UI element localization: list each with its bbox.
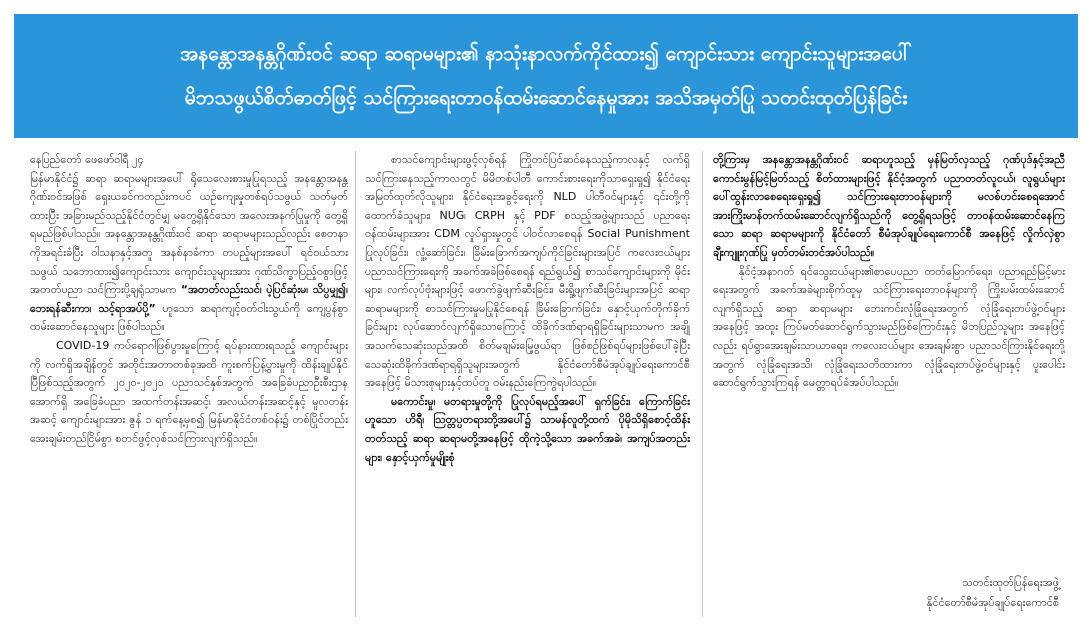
column-2 [365,151,690,617]
paragraph-bold: မကောင်းမှု၊ မတရားမှုတို့ကို ပြုလုပ်ရမည့်အပေါ် ရှက်ခြင်း၊ ကြောက်ခြင်းဟူသော ဟိရီ၊ ဩတ္တပ္ပတရားတို့အပေါ်၌ သာမန်လူတို့ထက် ပိုမိုသိရှိစောင့်ထိန်းတတ်သည့် ဆရာ ဆရာမတို့အနေဖြင့် ထိုကဲ့သို့သော အခက်အခဲ၊ အကျပ်အတည်းများ၊ နှောင့်ယှက်မှုမျိုးစုံ [365,394,690,464]
headline-banner [14,14,1078,138]
paragraph: စာသင်ကျောင်းများဖွင့်လှစ်ရန် ကြိုတင်ပြင်ဆင်နေသည့်ကာလနှင့် လက်ရှိသင်ကြားနေသည့်ကာလတွင် မိမိတစ်ပါတီ ကောင်းစားရေးကိုသာရှေးရှု၍ နိုင်ငံရေးအမြတ်ထုတ်လိုသူများ၊ နိုင်ငံရေးအခွင့်ရေးကို NLD ပါတီဝင်များနှင့် ၎င်းတို့ကို ထောက်ခံသူများ၊ NUG၊ CRPH နှင့် PDF စသည့်အဖွဲ့များသည် ပညာရေးဝန်ထမ်းများအား CDM လှုပ်ရှားမှုတွင် ပါဝင်လာစေရန် Social Punishment ပြုလုပ်ခြင်း၊ လှုံ့ဆော်ခြင်း၊ ခြိမ်းခြောက်အကျပ်ကိုင်ခြင်းများအပြင် ကလေးငယ်များ ပညာသင်ကြားရေးကို အခက်အခဲဖြစ်စေရန် ရည်ရွယ်၍ စာသင်ကျောင်းများကို မိုင်းများ၊ လက်လုပ်ဗုံးများဖြင့် ဖောက်ခွဲဖျက်ဆီးခြင်း၊ မီးရှို့ဖျက်ဆီးခြင်းများအပြင် ဆရာ ဆရာမများကို စာသင်ကြားမှုမပြုနိုင်စေရန် ခြိမ်းခြောက်ခြင်း၊ နှောင့်ယှက်တိုက်ခိုက်ခြင်းများ လုပ်ဆောင်လျက်ရှိသောကြောင့် ထိခိုက်ဒဏ်ရာရရှိခြင်းများသာမက အချို့အသက်သေဆုံးသည်အထိ စိတ်မချမ်းမြေ့ဖွယ်ရာ ဖြစ်စဉ်ဖြစ်ရပ်များဖြစ်ပေါ်ခဲ့ပြီး သေဆုံးထိခိုက်ဒဏ်ရာရရှိသူများအတွက် နိုင်ငံတော်စီမံအုပ်ချုပ်ရေးကောင်စီအနေဖြင့် မိသားစုများနှင့်ထပ်တူ ဝမ်းနည်းကြေကွဲရပါသည်။ [365,153,690,390]
headline-line-2: မိဘသဖွယ်စိတ်ဓာတ်ဖြင့် သင်ကြားရေးတာဝန်ထမ်းဆောင်နေမှုအား အသိအမှတ်ပြု သတင်းထုတ်ပြန်ခြင်း [184,86,908,109]
column-1 [30,151,348,617]
column-divider [355,151,356,617]
column-3 [713,151,1065,617]
paragraph [30,170,348,337]
signature-block [927,573,1059,613]
headline-line-1: အနန္တောအနန္တဂိုဏ်းဝင် ဆရာ ဆရာမများ၏ နာသုံးနာလက်ကိုင်ထား၍ ကျောင်းသား ကျောင်းသူများအပေါ် [180,42,912,65]
issuer-council: နိုင်ငံတော်စီမံအုပ်ချုပ်ရေးကောင်စီ [926,596,1059,609]
dateline: နေပြည်တော် ဖေဖော်ဝါရီ ၂၄ [30,153,144,166]
paragraph: နိုင်ငံ့အနာဂတ် ရင်သွေးငယ်များ၏စာပေပညာ တတ်မြောက်ရေး၊ ပညာရည်မြင့်မားရေးအတွက် အခက်အခဲများစိုက်ထူမှ သင်ကြားရေးတာဝန်များကို ကြိုးပမ်းထမ်းဆောင်လျက်ရှိသည့် ဆရာ ဆရာမများ ဘေးကင်းလုံခြုံရေးအတွက် လုံခြုံရေးတပ်ဖွဲ့ဝင်များအနေဖြင့် အထူး ကြပ်မတ်ဆောင်ရွက်သွားမည်ဖြစ်ကြောင်းနှင့် မိဘပြည်သူများ အနေဖြင့်လည်း ရပ်ရွာအေးချမ်းသာယာရေး၊ ကလေးငယ်များ အေးချမ်းစွာ ပညာသင်ကြားနိုင်ရေးတို့အတွက် လုံခြုံရေးအသိ၊ လုံခြုံရေးသတိထားကာ လုံခြုံရေးတပ်ဖွဲ့ဝင်များနှင့် ပူးပေါင်းဆောင်ရွက်သွားကြရန် မေတ္တာရပ်ခံအပ်ပါသည်။ [713,264,1065,390]
paragraph: COVID-19 ကပ်ရောဂါဖြစ်ပွားမှုကြောင့် ရပ်နားထားရသည့် ကျောင်းများကို လက်ရှိအချိန်တွင် အတိုင်းအတာတစ်ခုအထိ ကူးစက်ပြန့်ပွားမှုကို ထိန်းချုပ်နိုင်ပြီဖြစ်သည့်အတွက် ၂၀၂၀-၂၀၂၁ ပညာသင်နှစ်အတွက် အခြေခံပညာဦးစီးဌာနအောက်ရှိ အခြေခံပညာ အထက်တန်းအဆင့်၊ အလယ်တန်းအဆင့်နှင့် မူလတန်းအဆင့် ကျောင်းများအား ဇွန် ၁ ရက်နေ့မှစ၍ မြန်မာနိုင်ငံတစ်ဝန်း၌ တစ်ပြိုင်တည်း အေးချမ်းတည်ငြိမ်စွာ စတင်ဖွင့်လှစ်သင်ကြားလျက်ရှိသည်။ [30,338,348,445]
article-body [30,151,1070,621]
paragraph-text: ဟူသော ဆရာကျင့်ဝတ်ငါးသွယ်ကို ကျေပွန်စွာထမ်းဆောင်နေသူများ ဖြစ်ပါသည်။ [30,301,348,334]
paragraph-bold: တို့ကြားမှ အနန္တောအနန္တဂိုဏ်းဝင် ဆရာဟူသည့် မှန်မြတ်လှသည့် ဂုဏ်ပုဒ်နှင့်အညီ ကောင်းမွန်မြင့်မြတ်သည့် စိတ်ထားများဖြင့် နိုင်ငံ့အတွက် ပညာတတ်လူငယ်၊ လူရွယ်များ ပေါ်ထွန်းလာစေရေးရှေးရှု၍ သင်ကြားရေးတာဝန်များကို မလစ်ဟင်းစေရအောင် အားကြိုးမာန်တက်ထမ်းဆောင်လျက်ရှိသည်ကို တွေ့ရှိရသဖြင့် တာဝန်ထမ်းဆောင်နေကြသော ဆရာ ဆရာမများကို နိုင်ငံတော် စီမံအုပ်ချုပ်ရေးကောင်စီ အနေဖြင့် လှိုက်လှဲစွာ ချီးကျူးဂုဏ်ပြု မှတ်တမ်းတင်အပ်ပါသည်။ [713,153,1065,259]
paragraph-text: မြန်မာနိုင်ငံ၌ ဆရာ ဆရာမများအပေါ် ရိုသေလေးစားမှုပြုရသည့် အနန္တောအနန္တဂိုဏ်းဝင်အဖြစ် ရှေးယခင်ကတည်းကပင် ယဉ်ကျေးမှုတစ်ရပ်သဖွယ် သတ်မှတ်ထားပြီး အခြားမည်သည့်နိုင်ငံတွင်မျှ မတွေ့ရှိနိုင်သော အလေးအနက်ပြုမှုကို တွေ့ရှိရမည်ဖြစ်ပါသည်။ အနန္တောအနန္တဂိုဏ်းဝင် ဆရာ ဆရာမများသည်လည်း စေတနာကိုအရင်းခံပြီး ဝါသနာနှင့်အတူ အနစ်နာခံကာ တပည့်များအပေါ် ရင်ဝယ်သားသဖွယ် သဘောထား၍ကျောင်းသား ကျောင်းသူများအား ဂုဏ်သိက္ခာပြည့်ဝစွာဖြင့် အတတ်ပညာ သင်ကြားပို့ချရုံသာမက [30,171,348,297]
column-divider [702,151,703,617]
issuer-name: သတင်းထုတ်ပြန်ရေးအဖွဲ့ [962,576,1059,589]
teacher-precepts-quote: “အတတ်လည်းသင်၊ ပဲ့ပြင်ဆုံးမ၊ သိပ္ပမျှ၍၊ ဘေးရန်ဆီးကာ၊ သင့်ရာအပ်ပို့” [30,283,348,315]
